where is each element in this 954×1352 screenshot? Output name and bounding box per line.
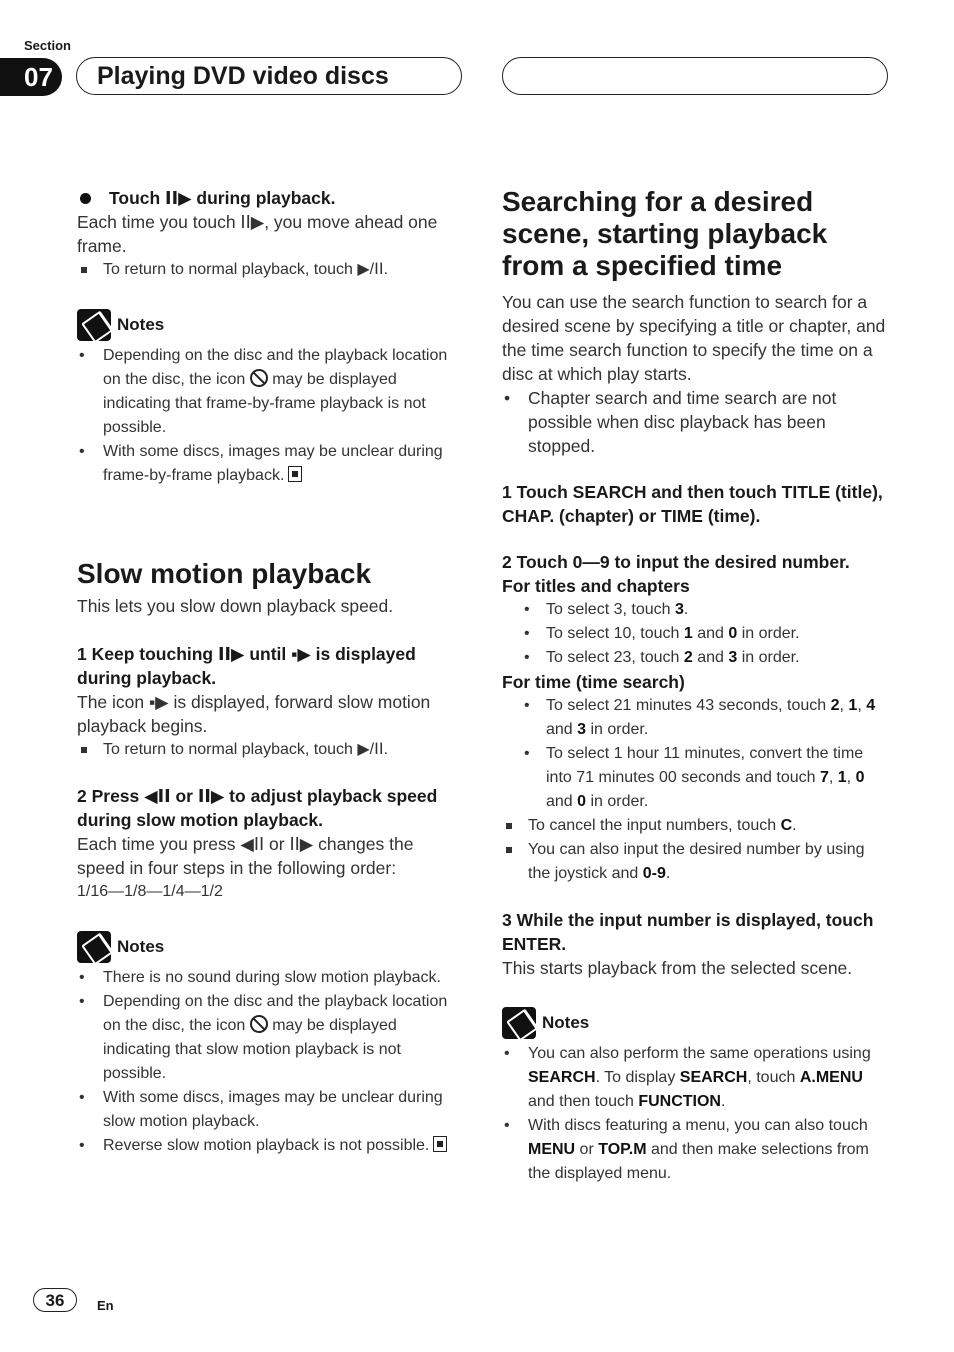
slow-motion-title: Slow motion playback (77, 558, 372, 589)
notes-title: Notes (542, 1013, 590, 1032)
notes-icon (77, 931, 111, 963)
list-item: • With some discs, images may be unclear during frame-by-frame playback. (77, 440, 463, 488)
list-item: • With discs featuring a menu, you can also touch MENU or TOP.M and then make selections from the displayed menu. (502, 1114, 888, 1186)
list-item: • To select 23, touch 2 and 3 in order. (502, 646, 888, 670)
joystick-tip: You can also input the desired number by using the joystick and 0-9. (502, 838, 888, 886)
list-item: • To select 1 hour 11 minutes, convert the time into 71 minutes 00 seconds and touch 7, 1, 0 and 0 in order. (502, 742, 888, 814)
section-number: 07 (0, 58, 62, 96)
notes-title: Notes (117, 315, 165, 334)
list-item: • With some discs, images may be unclear during slow motion playback. (77, 1086, 463, 1134)
chapter-title: Playing DVD video discs (76, 57, 462, 95)
search-step-3-body: This starts playback from the selected scene. (502, 958, 853, 978)
titles-heading: For titles and chapters (502, 576, 690, 596)
list-item: • Reverse slow motion playback is not possible. (77, 1134, 463, 1158)
notes-icon (77, 309, 111, 341)
list-item: • To select 21 minutes 43 seconds, touch 2, 1, 4 and 3 in order. (502, 694, 888, 742)
right-column (502, 186, 888, 1186)
notes-title: Notes (117, 937, 165, 956)
frame-body: Each time you touch ⅠⅠ▶, you move ahead one frame. (77, 212, 438, 256)
prohibited-icon (250, 1015, 268, 1033)
prohibited-icon (250, 369, 268, 387)
notes-header-2 (77, 930, 463, 964)
end-mark-icon (288, 466, 302, 482)
search-step-1: 1 Touch SEARCH and then touch TITLE (title), CHAP. (chapter) or TIME (time). (502, 482, 883, 526)
slow-step-1: 1 Keep touching ⅠⅠ▶ until ▪▶ is displayed during playback. (77, 644, 416, 688)
frame-return: To return to normal playback, touch ▶/ⅠⅠ. (77, 258, 463, 282)
list-item: • You can also perform the same operations using SEARCH. To display SEARCH, touch A.MENU and then touch FUNCTION. (502, 1042, 888, 1114)
slow-intro: This lets you slow down playback speed. (77, 596, 394, 616)
list-item: • There is no sound during slow motion playback. (77, 966, 463, 990)
search-step-3: 3 While the input number is displayed, touch ENTER. (502, 910, 874, 954)
list-item: • To select 3, touch 3. (502, 598, 888, 622)
page-number: 36 (33, 1288, 77, 1312)
search-note: • Chapter search and time search are not possible when disc playback has been stopped. (502, 386, 888, 458)
list-item: • Depending on the disc and the playback location on the disc, the icon may be displayed indicating that frame-by-frame playback is not possible. (77, 344, 463, 440)
notes-header-3 (502, 1006, 888, 1040)
search-intro: You can use the search function to search for a desired scene by specifying a title or chapter, and the time search function to specify the time on a disc at which play starts. (502, 292, 886, 384)
search-title: Searching for a desired scene, starting playback from a specified time (502, 186, 828, 281)
slow-step-2-body: Each time you press ◀ⅠⅠ or ⅠⅠ▶ changes the speed in four steps in the following order: (77, 834, 414, 878)
frame-step: Touch ⅠⅠ▶ during playback. (77, 186, 463, 210)
language-label: En (97, 1298, 114, 1313)
list-item: • Depending on the disc and the playback location on the disc, the icon may be displayed indicating that slow motion playback is not possible. (77, 990, 463, 1086)
right-header-box (502, 57, 888, 95)
list-item: • To select 10, touch 1 and 0 in order. (502, 622, 888, 646)
end-mark-icon (433, 1136, 447, 1152)
notes-header-1 (77, 308, 463, 342)
slow-return: To return to normal playback, touch ▶/ⅠⅠ. (77, 738, 463, 762)
cancel-tip: To cancel the input numbers, touch C. (502, 814, 888, 838)
speed-order: 1/16—1/8—1/4—1/2 (77, 883, 223, 900)
slow-step-2: 2 Press ◀ⅠⅠ or ⅠⅠ▶ to adjust playback speed during slow motion playback. (77, 786, 438, 830)
left-column (77, 186, 463, 1158)
slow-step-1-body: The icon ▪▶ is displayed, forward slow motion playback begins. (77, 692, 431, 736)
section-label: Section (24, 38, 71, 53)
notes-icon (502, 1007, 536, 1039)
time-heading: For time (time search) (502, 672, 685, 692)
search-step-2: 2 Touch 0—9 to input the desired number. (502, 552, 850, 572)
